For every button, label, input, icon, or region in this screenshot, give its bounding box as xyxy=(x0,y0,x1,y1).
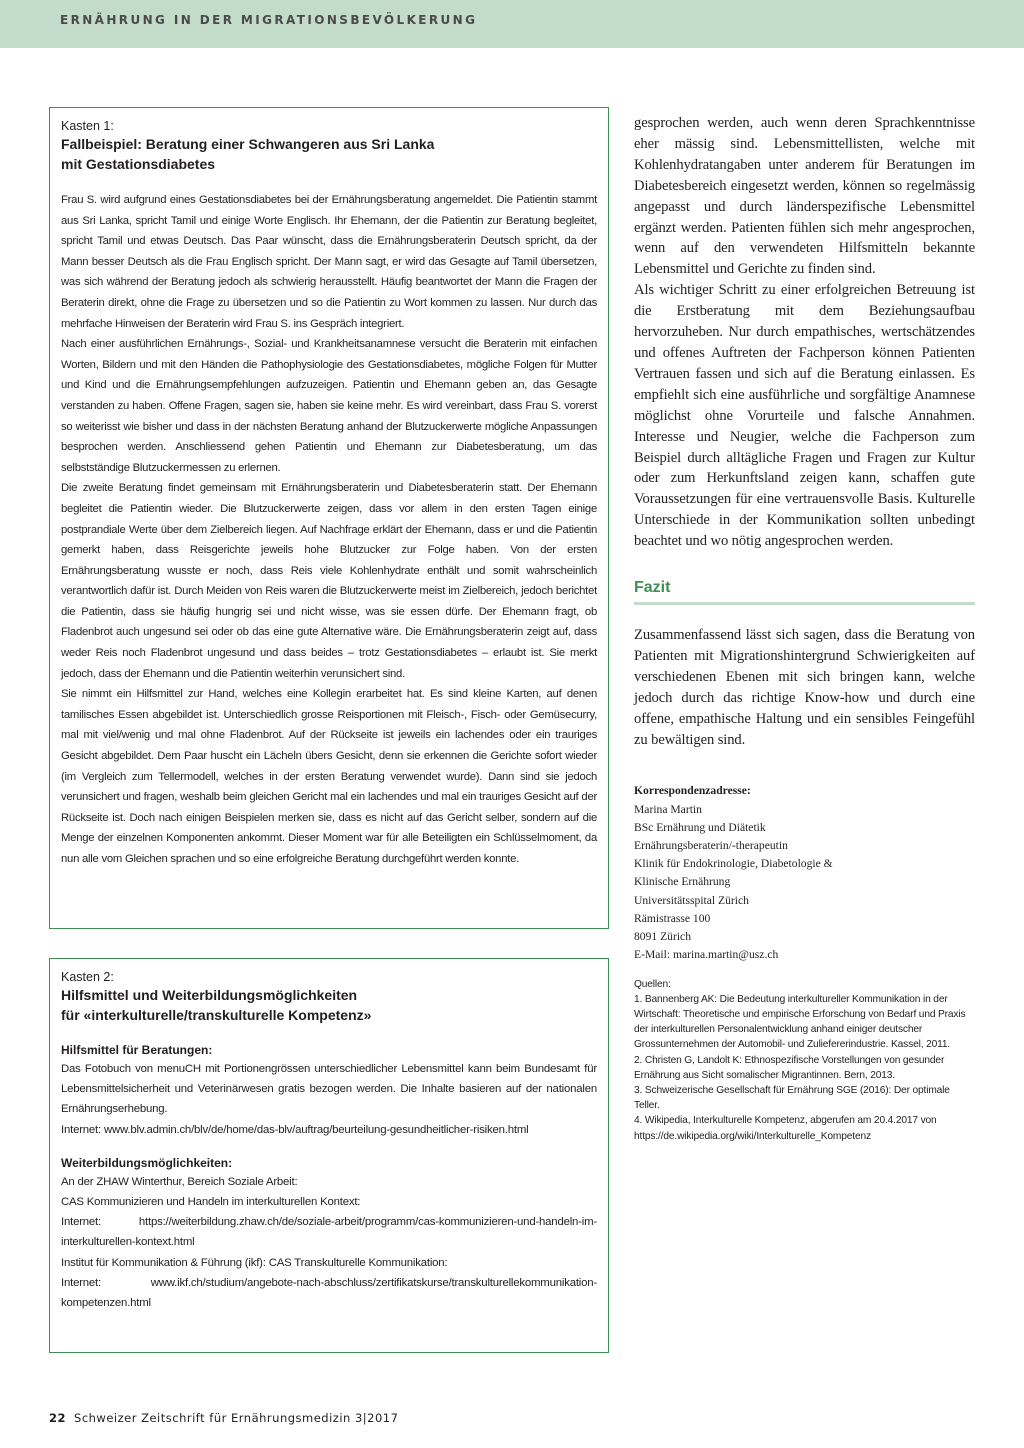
address-line: 8091 Zürich xyxy=(634,930,691,944)
paragraph: Institut für Kommunikation & Führung (ikf): CAS Transkulturelle Kommunikation: xyxy=(61,1256,448,1269)
correspondence-heading: Korrespondenzadresse: xyxy=(634,784,751,798)
fazit-paragraph: Zusammenfassend lässt sich sagen, dass die Beratung von Patienten mit Migrationshintergrund Schwierigkeiten auf verschiedenen Ebenen mit sich bringen kann, welche jedoch durch das richtige Know-how und durch eine offene, empathische Haltung und ein sensibles Feingefühl zu bewältigen sind. xyxy=(634,627,975,748)
address-line: Klinik für Endokrinologie, Diabetologie & xyxy=(634,857,833,871)
reference-item: 2. Christen G, Landolt K: Ethnospezifische Vorstellungen von gesunder Ernährung aus Sicht somalischer Migrantinnen. Bern, 2013. xyxy=(634,1054,945,1081)
right-column xyxy=(634,113,975,1144)
fazit-heading: Fazit xyxy=(634,579,671,597)
subheading-weiterbildung: Weiterbildungsmöglichkeiten: xyxy=(61,1155,233,1170)
correspondence-address xyxy=(634,782,975,964)
paragraph: CAS Kommunizieren und Handeln im interkulturellen Kontext: xyxy=(61,1196,361,1209)
box-body xyxy=(61,1172,597,1313)
box-body xyxy=(61,190,597,870)
address-line: Klinische Ernährung xyxy=(634,875,731,889)
box-title-line-1: Fallbeispiel: Beratung einer Schwangeren aus Sri Lanka xyxy=(61,136,435,152)
page-number: 22 xyxy=(49,1411,67,1425)
paragraph: Das Fotobuch von menuCH mit Portionengrössen unterschiedlicher Lebensmittel kann beim Bundesamt für Lebensmittelsicherheit und Veterinärwesen gratis bezogen werden. Die Inhalte basieren auf der nationalen Ernährungserhebung. xyxy=(61,1063,597,1116)
paragraph: Die zweite Beratung findet gemeinsam mit Ernährungsberaterin und Diabetesberaterin statt. Der Ehemann begleitet die Patientin wieder. Die Blutzuckerwerte zeigen, dass vor allem in den ersten Tagen einige postprandiale Werte über dem Zielbereich liegen. Auf Nachfrage erklärt der Ehemann, dass er und die Patientin gemerkt haben, dass Reisgerichte jeweils hohe Blutzucker zur Folge haben. Von der ersten Ernährungsberatung wusste er noch, dass Reis viele Kohlenhydrate enthält und somit wahrscheinlich verantwortlich dafür ist. Durch Meiden von Reis waren die Blutzuckerwerte meist im Zielbereich, jedoch berichtet die Patientin, dass sie häufig hungrig sei und nicht wisse, was sie essen dürfe. Der Ehemann fragt, ob Fladenbrot auch ungesund sei oder ob das eine gute Alternative wäre. Die Ernährungsberaterin zeigt auf, dass weder Reis noch Fladenbrot ungesund und dass beides – trotz Gestationsdiabetes – erlaubt ist. Sie merkt jedoch, dass der Ehemann und die Patientin weiterhin verunsichert sind. xyxy=(61,482,597,680)
heading-rule xyxy=(634,602,975,605)
reference-item: 1. Bannenberg AK: Die Bedeutung interkultureller Kommunikation in der Wirtschaft: Theoretische und empirische Erforschung von Bedarf und Praxis der interkulturellen Personalentwicklung anhand einiger deutscher Grossunternehmen der Automobil- und Zuliefererindustrie. Kassel, 2011. xyxy=(634,993,966,1051)
box-label: Kasten 1: xyxy=(61,119,114,133)
paragraph: Sie nimmt ein Hilfsmittel zur Hand, welches eine Kollegin erarbeitet hat. Es sind kleine Karten, auf denen tamilisches Essen abgebildet ist. Unterschiedlich grosse Reisportionen mit Fleisch-, Fisch- oder Gemüsecurry, mal mit viel/wenig und mal ohne Fladenbrot. Auf der Rückseite ist jeweils ein lachendes oder ein trauriges Gesicht abgebildet. Dem Paar huscht ein Lächeln übers Gesicht, denn sie erkennen die Gerichte sofort wieder (im Vergleich zum Tellermodell, welches in der ersten Beratung verwendet wurde). Dann sind sie jedoch verunsichert und fragen, weshalb beim gleichen Gericht mal ein lachendes und mal ein trauriges Gesicht auf der Rückseite ist. Doch nach einigen Beispielen merken sie, dass es nicht auf das Gericht selber, sondern auf die Menge der einzelnen Komponenten ankommt. Dieser Moment war für alle Beteiligten ein Schlüsselmoment, da nun alle vom Gleichen sprachen und so eine erfolgreiche Beratung durchgeführt werden konnte. xyxy=(61,688,597,865)
reference-item: 3. Schweizerische Gesellschaft für Ernährung SGE (2016): Der optimale Teller. xyxy=(634,1084,950,1112)
references xyxy=(634,977,975,1144)
paragraph: Als wichtiger Schritt zu einer erfolgreichen Betreuung ist die Erstberatung mit dem Beziehungsaufbau hervorzuheben. Nur durch empathisches, wertschätzendes und offenes Auftreten der Fachperson können Patienten Vertrauen fassen und sich auf die Beratung einlassen. Es empfiehlt sich eine ausführliche und sorgfältige Anamnese möglichst ohne Vorurteile und falsche Annahmen. Interesse und Neugier, welche die Fachperson zum Beispiel durch alltägliche Fragen und Fragen zur Kultur oder zum Herkunftsland zeigen kann, schaffen gute Voraussetzungen für eine vertrauensvolle Basis. Kulturelle Unterschiede in der Kommunikation sollten unbedingt beachtet und wo nötig angesprochen werden. xyxy=(634,282,975,550)
address-line: Ernährungsberaterin/-therapeutin xyxy=(634,839,788,853)
email-line[interactable]: E-Mail: marina.martin@usz.ch xyxy=(634,948,779,962)
address-line: Universitätsspital Zürich xyxy=(634,893,749,907)
address-line: Rämistrasse 100 xyxy=(634,911,711,925)
journal-name: Schweizer Zeitschrift für Ernährungsmedizin 3|2017 xyxy=(74,1411,399,1425)
box-title-line-1: Hilfsmittel und Weiterbildungsmöglichkeiten xyxy=(61,987,358,1003)
paragraph: Frau S. wird aufgrund eines Gestationsdiabetes bei der Ernährungsberatung angemeldet. Die Patientin stammt aus Sri Lanka, spricht Tamil und einige Worte Englisch. Ihr Ehemann, der die Patientin zur Beratung begleitet, spricht Tamil und etwas Deutsch. Das Paar wünscht, dass die Ernährungsberaterin Deutsch spricht, da der Mann besser Deutsch als die Frau Englisch spricht. Der Mann sagt, er wird das Gesagte auf Tamil übersetzen, was sich während der Beratung jedoch als schwierig herausstellt. Häufig beantwortet der Mann die Fragen der Beraterin direkt, ohne die Frage zu übersetzen und so die Patientin zu Wort kommen zu lassen. Nur durch das mehrfache Hinweisen der Beraterin wird Frau S. ins Gespräch integriert. xyxy=(61,194,597,330)
internet-link[interactable]: Internet: www.blv.admin.ch/blv/de/home/das-blv/auftrag/beurteilung-gesundheitlicher-risiken.html xyxy=(61,1123,529,1136)
box-body xyxy=(61,1059,597,1140)
paragraph: An der ZHAW Winterthur, Bereich Soziale Arbeit: xyxy=(61,1175,298,1188)
box-title-line-2: für «interkulturelle/transkulturelle Kompetenz» xyxy=(61,1007,372,1023)
internet-link[interactable]: Internet: https://weiterbildung.zhaw.ch/de/soziale-arbeit/programm/cas-kommunizieren-und-handeln-im-interkulturellen-kontext.html xyxy=(61,1216,597,1249)
subheading-hilfsmittel: Hilfsmittel für Beratungen: xyxy=(61,1043,213,1057)
section-title: ERNÄHRUNG IN DER MIGRATIONSBEVÖLKERUNG xyxy=(60,13,478,27)
resources-box xyxy=(49,958,609,1353)
box-label: Kasten 2: xyxy=(61,970,114,984)
page-footer xyxy=(49,1411,398,1425)
address-line: Marina Martin xyxy=(634,802,702,816)
box-title-line-2: mit Gestationsdiabetes xyxy=(61,156,216,172)
case-study-box xyxy=(49,107,609,929)
internet-link[interactable]: Internet: www.ikf.ch/studium/angebote-nach-abschluss/zertifikatskurse/transkulturellekommunikation-kompetenzen.html xyxy=(61,1276,597,1310)
header-band xyxy=(0,0,1024,48)
reference-item: 4. Wikipedia, Interkulturelle Kompetenz, abgerufen am 20.4.2017 von https://de.wikipedia.org/wiki/Interkulturelle_Kompetenz xyxy=(634,1115,937,1142)
references-heading: Quellen: xyxy=(634,978,671,990)
paragraph: Nach einer ausführlichen Ernährungs-, Sozial- und Krankheitsanamnese versucht die Beraterin mit einfachen Worten, Bildern und mit den Händen die Pathophysiologie des Gestationsdiabetes, mögliche Folgen für Mutter und Kind und die Ernährungsempfehlungen aufzuzeigen. Patientin und Ehemann geben an, das Gesagte verstanden zu haben. Offene Fragen, sagen sie, haben sie keine mehr. Es wird vereinbart, dass Frau S. vorerst so weiterisst wie bisher und dass in der nächsten Beratung anhand der Blutzuckerwerte mögliche Anpassungen besprochen werden. Anschliessend gehen Patientin und Ehemann zur Diabetesberatung, um das selbstständige Blutzuckermessen zu erlernen. xyxy=(61,338,597,474)
paragraph: gesprochen werden, auch wenn deren Sprachkenntnisse eher mässig sind. Lebensmittellisten, welche mit Kohlenhydratangaben unter anderem für Beratungen im Diabetesbereich eingesetzt werden, können so regelmässig angepasst und durch länderspezifische Lebensmittel ergänzt werden. Patienten fühlen sich mehr angesprochen, wenn auf den verwendeten Hilfsmitteln bekannte Lebensmittel und Gerichte zu finden sind. xyxy=(634,115,975,278)
address-line: BSc Ernährung und Diätetik xyxy=(634,820,766,834)
